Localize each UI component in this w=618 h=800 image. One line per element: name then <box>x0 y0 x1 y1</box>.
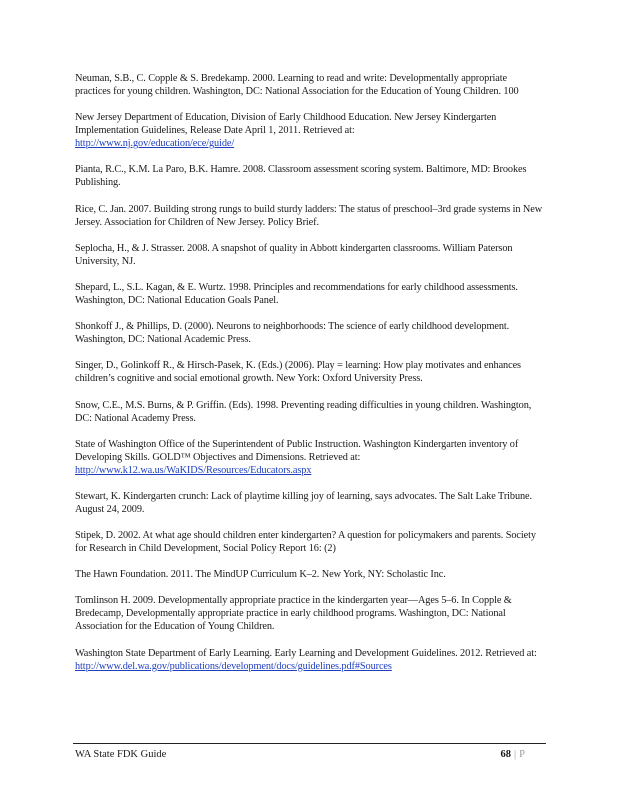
footer-page-number <box>501 749 525 760</box>
reference-text: Neuman, S.B., C. Copple & S. Bredekamp. 2000. Learning to read and write: Developmentally appropriate practices for young children. Washington, DC: National Association for the Education of Young Children. 100 <box>75 73 519 97</box>
reference-list <box>75 72 545 686</box>
reference-text: Pianta, R.C., K.M. La Paro, B.K. Hamre. 2008. Classroom assessment scoring system. Baltimore, MD: Brookes Publishing. <box>75 164 527 189</box>
reference-entry <box>75 594 545 633</box>
reference-text: Snow, C.E., M.S. Burns, & P. Griffin. (Eds). 1998. Preventing reading difficulties in young children. Washington, DC: National Academy Press. <box>75 399 532 424</box>
page-separator: | <box>514 749 517 760</box>
reference-text: Stewart, K. Kindergarten crunch: Lack of playtime killing joy of learning, says advocates. The Salt Lake Tribune. August 24, 2009. <box>75 490 532 515</box>
reference-entry <box>75 438 545 477</box>
reference-entry <box>75 568 545 581</box>
page-number: 68 <box>500 749 512 760</box>
page-label: P <box>519 749 525 760</box>
reference-text: Stipek, D. 2002. At what age should children enter kindergarten? A question for policymakers and parents. Society for Research in Child Development, Social Policy Report 16: (2) <box>75 530 536 555</box>
reference-entry <box>75 647 545 673</box>
reference-entry <box>75 203 545 229</box>
footer-divider <box>73 743 546 744</box>
reference-text: Singer, D., Golinkoff R., & Hirsch-Pasek, K. (Eds.) (2006). Play = learning: How play motivates and enhances children’s cognitive and social emotional growth. New York: Oxford University Press. <box>75 360 521 385</box>
footer-title: WA State FDK Guide <box>75 749 167 760</box>
reference-link[interactable]: http://www.k12.wa.us/WaKIDS/Resources/Educators.aspx <box>75 464 312 476</box>
reference-text: Shonkoff J., & Phillips, D. (2000). Neurons to neighborhoods: The science of early childhood development. Washington, DC: National Academic Press. <box>75 321 510 346</box>
reference-text: State of Washington Office of the Superintendent of Public Instruction. Washington Kindergarten inventory of Developing Skills. GOLD™ Objectives and Dimensions. Retrieved at: <box>75 438 519 463</box>
reference-text: Seplocha, H., & J. Strasser. 2008. A snapshot of quality in Abbott kindergarten classrooms. William Paterson University, NJ. <box>75 242 513 267</box>
reference-text: Rice, C. Jan. 2007. Building strong rungs to build sturdy ladders: The status of preschool–3rd grade systems in New Jersey. Association for Children of New Jersey. Policy Brief. <box>75 203 543 228</box>
reference-entry <box>75 320 545 346</box>
reference-entry <box>75 529 545 555</box>
reference-entry <box>75 242 545 268</box>
reference-entry <box>75 399 545 425</box>
reference-entry <box>75 490 545 516</box>
reference-entry <box>75 72 545 98</box>
reference-entry <box>75 163 545 189</box>
reference-text: New Jersey Department of Education, Division of Early Childhood Education. New Jersey Kindergarten Implementation Guidelines, Release Date April 1, 2011. Retrieved at: <box>75 112 497 137</box>
reference-text: Tomlinson H. 2009. Developmentally appropriate practice in the kindergarten year—Ages 5–6. In Copple & Bredecamp, Developmentally appropriate practice in early childhood programs. Washington, DC: National Association for the Education of Young Children. <box>75 595 512 633</box>
reference-link[interactable]: http://www.nj.gov/education/ece/guide/ <box>75 138 235 150</box>
reference-text: The Hawn Foundation. 2011. The MindUP Curriculum K–2. New York, NY: Scholastic Inc. <box>75 569 446 581</box>
reference-link[interactable]: http://www.del.wa.gov/publications/development/docs/guidelines.pdf#Sources <box>75 660 392 672</box>
reference-entry <box>75 111 545 150</box>
reference-entry <box>75 359 545 385</box>
reference-entry <box>75 281 545 307</box>
reference-text: Washington State Department of Early Learning. Early Learning and Development Guidelines. 2012. Retrieved at: <box>75 647 537 659</box>
reference-text: Shepard, L., S.L. Kagan, & E. Wurtz. 1998. Principles and recommendations for early childhood assessments. Washington, DC: National Education Goals Panel. <box>75 281 518 306</box>
